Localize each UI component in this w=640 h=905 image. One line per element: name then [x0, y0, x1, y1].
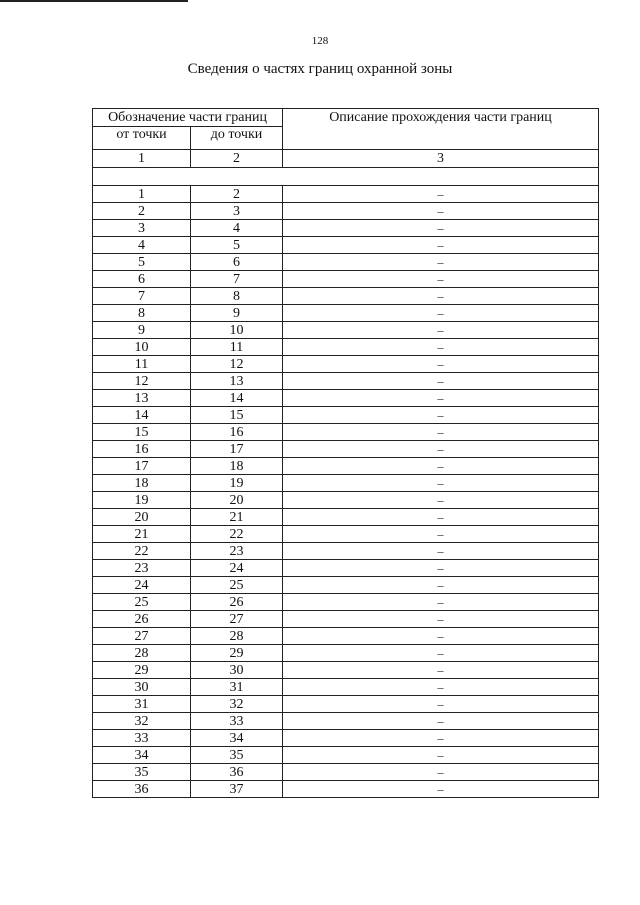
to-point-cell: 6: [191, 254, 283, 271]
to-point-cell: 16: [191, 424, 283, 441]
description-cell: –: [283, 220, 599, 237]
to-point-cell: 32: [191, 696, 283, 713]
to-point-cell: 20: [191, 492, 283, 509]
table-row: [93, 424, 599, 441]
from-point-cell: 29: [93, 662, 191, 679]
to-point-cell: 7: [191, 271, 283, 288]
description-cell: –: [283, 577, 599, 594]
description-cell: –: [283, 781, 599, 798]
from-point-cell: 17: [93, 458, 191, 475]
to-point-cell: 15: [191, 407, 283, 424]
description-cell: –: [283, 458, 599, 475]
to-point-cell: 34: [191, 730, 283, 747]
table-row: [93, 220, 599, 237]
description-cell: –: [283, 186, 599, 203]
column-number-row: [93, 150, 599, 168]
table-row: [93, 271, 599, 288]
description-cell: –: [283, 322, 599, 339]
to-point-cell: 12: [191, 356, 283, 373]
table-row: [93, 186, 599, 203]
description-cell: –: [283, 254, 599, 271]
table-row: [93, 390, 599, 407]
description-cell: –: [283, 543, 599, 560]
table-row: [93, 611, 599, 628]
to-point-cell: 22: [191, 526, 283, 543]
table-row: [93, 509, 599, 526]
from-point-cell: 21: [93, 526, 191, 543]
table-row: [93, 254, 599, 271]
description-cell: –: [283, 305, 599, 322]
to-point-cell: 11: [191, 339, 283, 356]
table-row: [93, 475, 599, 492]
description-cell: –: [283, 475, 599, 492]
table-row: [93, 679, 599, 696]
header-to-point: до точки: [191, 127, 283, 150]
from-point-cell: 22: [93, 543, 191, 560]
from-point-cell: 6: [93, 271, 191, 288]
table-row: [93, 560, 599, 577]
from-point-cell: 12: [93, 373, 191, 390]
to-point-cell: 18: [191, 458, 283, 475]
table-row: [93, 305, 599, 322]
table-row: [93, 594, 599, 611]
from-point-cell: 36: [93, 781, 191, 798]
blank-row: [93, 168, 599, 186]
top-rule: [0, 0, 188, 2]
from-point-cell: 13: [93, 390, 191, 407]
to-point-cell: 37: [191, 781, 283, 798]
description-cell: –: [283, 560, 599, 577]
from-point-cell: 5: [93, 254, 191, 271]
to-point-cell: 2: [191, 186, 283, 203]
description-cell: –: [283, 696, 599, 713]
table-row: [93, 288, 599, 305]
description-cell: –: [283, 509, 599, 526]
column-number-3: 3: [283, 150, 599, 168]
table-row: [93, 373, 599, 390]
from-point-cell: 8: [93, 305, 191, 322]
description-cell: –: [283, 645, 599, 662]
description-cell: –: [283, 730, 599, 747]
to-point-cell: 19: [191, 475, 283, 492]
description-cell: –: [283, 662, 599, 679]
description-cell: –: [283, 747, 599, 764]
table-row: [93, 645, 599, 662]
table-row: [93, 730, 599, 747]
from-point-cell: 34: [93, 747, 191, 764]
table-row: [93, 526, 599, 543]
description-cell: –: [283, 441, 599, 458]
table-row: [93, 781, 599, 798]
header-boundary-part-designation: Обозначение части границ: [93, 109, 283, 127]
table-row: [93, 764, 599, 781]
to-point-cell: 8: [191, 288, 283, 305]
header-description: Описание прохождения части границ: [283, 109, 599, 150]
to-point-cell: 5: [191, 237, 283, 254]
to-point-cell: 28: [191, 628, 283, 645]
description-cell: –: [283, 237, 599, 254]
to-point-cell: 26: [191, 594, 283, 611]
to-point-cell: 30: [191, 662, 283, 679]
to-point-cell: 36: [191, 764, 283, 781]
description-cell: –: [283, 356, 599, 373]
table-row: [93, 696, 599, 713]
description-cell: –: [283, 203, 599, 220]
description-cell: –: [283, 628, 599, 645]
from-point-cell: 10: [93, 339, 191, 356]
to-point-cell: 31: [191, 679, 283, 696]
table-row: [93, 628, 599, 645]
table-row: [93, 237, 599, 254]
description-cell: –: [283, 390, 599, 407]
description-cell: –: [283, 373, 599, 390]
from-point-cell: 35: [93, 764, 191, 781]
from-point-cell: 14: [93, 407, 191, 424]
table-row: [93, 713, 599, 730]
to-point-cell: 33: [191, 713, 283, 730]
from-point-cell: 25: [93, 594, 191, 611]
table-row: [93, 543, 599, 560]
from-point-cell: 4: [93, 237, 191, 254]
to-point-cell: 4: [191, 220, 283, 237]
table-row: [93, 322, 599, 339]
from-point-cell: 3: [93, 220, 191, 237]
page-number: 128: [311, 35, 329, 47]
column-number-2: 2: [191, 150, 283, 168]
description-cell: –: [283, 339, 599, 356]
to-point-cell: 23: [191, 543, 283, 560]
header-row-group: [93, 109, 599, 127]
to-point-cell: 27: [191, 611, 283, 628]
description-cell: –: [283, 526, 599, 543]
from-point-cell: 20: [93, 509, 191, 526]
table-row: [93, 492, 599, 509]
description-cell: –: [283, 594, 599, 611]
page-title: Сведения о частях границ охранной зоны: [187, 61, 453, 77]
to-point-cell: 29: [191, 645, 283, 662]
to-point-cell: 10: [191, 322, 283, 339]
from-point-cell: 32: [93, 713, 191, 730]
from-point-cell: 33: [93, 730, 191, 747]
from-point-cell: 23: [93, 560, 191, 577]
description-cell: –: [283, 424, 599, 441]
from-point-cell: 26: [93, 611, 191, 628]
to-point-cell: 25: [191, 577, 283, 594]
table-row: [93, 356, 599, 373]
table-row: [93, 577, 599, 594]
from-point-cell: 24: [93, 577, 191, 594]
description-cell: –: [283, 679, 599, 696]
from-point-cell: 1: [93, 186, 191, 203]
description-cell: –: [283, 407, 599, 424]
to-point-cell: 13: [191, 373, 283, 390]
table-row: [93, 662, 599, 679]
from-point-cell: 2: [93, 203, 191, 220]
from-point-cell: 16: [93, 441, 191, 458]
from-point-cell: 28: [93, 645, 191, 662]
from-point-cell: 30: [93, 679, 191, 696]
from-point-cell: 31: [93, 696, 191, 713]
description-cell: –: [283, 764, 599, 781]
description-cell: –: [283, 713, 599, 730]
from-point-cell: 27: [93, 628, 191, 645]
table-row: [93, 441, 599, 458]
blank-cell: [93, 168, 599, 186]
description-cell: –: [283, 288, 599, 305]
to-point-cell: 17: [191, 441, 283, 458]
from-point-cell: 9: [93, 322, 191, 339]
to-point-cell: 14: [191, 390, 283, 407]
boundary-parts-table: [92, 108, 599, 798]
table-row: [93, 203, 599, 220]
column-number-1: 1: [93, 150, 191, 168]
to-point-cell: 9: [191, 305, 283, 322]
to-point-cell: 21: [191, 509, 283, 526]
description-cell: –: [283, 611, 599, 628]
to-point-cell: 3: [191, 203, 283, 220]
to-point-cell: 35: [191, 747, 283, 764]
to-point-cell: 24: [191, 560, 283, 577]
from-point-cell: 19: [93, 492, 191, 509]
from-point-cell: 15: [93, 424, 191, 441]
table-row: [93, 747, 599, 764]
table-row: [93, 458, 599, 475]
table-row: [93, 339, 599, 356]
table-row: [93, 407, 599, 424]
from-point-cell: 7: [93, 288, 191, 305]
header-from-point: от точки: [93, 127, 191, 150]
from-point-cell: 18: [93, 475, 191, 492]
from-point-cell: 11: [93, 356, 191, 373]
description-cell: –: [283, 271, 599, 288]
description-cell: –: [283, 492, 599, 509]
table-body: [93, 186, 599, 798]
